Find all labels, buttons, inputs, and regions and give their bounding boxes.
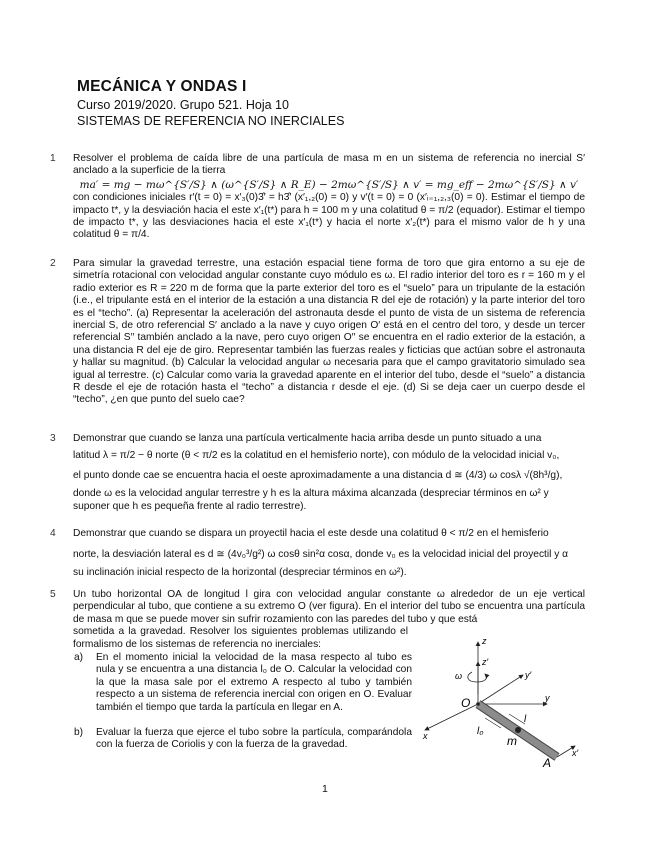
problem-line: su inclinación inicial respecto de la horizontal (despreciar términos en ω²). xyxy=(73,567,407,578)
part-label: a) xyxy=(74,652,84,663)
problem-text: con condiciones iniciales r′(t = 0) = x′₃(0)3̂′ = h3̂′ (x′₁,₂(0) = 0) y v′(t = 0) = 0 (x′ᵢ₌₁,₂,₃(0) = 0). Estimar el tiempo de impacto t*, y la desviación hacia el este x′₁(t*) para h = 100 m y una colatitud θ = π/2 (equador). Estimar el tiempo de impacto t*, y las desviaciones hacia el este x′₁(t*) y hacia el norte x′₂(t*) para el mismo valor de h y una colatitud θ = π/4. xyxy=(73,192,585,241)
problem-1 xyxy=(50,153,585,242)
problem-number: 5 xyxy=(50,589,56,600)
part-label: b) xyxy=(74,727,84,738)
part-text: Evaluar la fuerza que ejerce el tubo sobre la partícula, comparándola con la fuerza de Coriolis y con la fuerza de la gravedad. xyxy=(96,727,412,751)
y-prime-label: y′ xyxy=(525,670,532,680)
equation: ma′ = mg − mω^{S′/S} ∧ (ω^{S′/S} ∧ R_E) − 2mω^{S′/S} ∧ v′ = mg_eff − 2mω^{S′/S} ∧ v′ xyxy=(79,178,579,191)
y-prime-axis xyxy=(478,675,523,704)
problem-text: Para simular la gravedad terrestre, una estación espacial tiene forma de toro que gira entorno a su eje de simetría rotacional con velocidad angular constante cuyo módulo es ω. El radio interior del toro es r = 160 m y el radio exterior es R = 220 m de forma que la parte exterior del toro es el “suelo” para un tripulante de la estación (i.e., el tripulante está en el interior de la estación a una distancia R del eje de rotación) y la parte interior del toro es el “techo”. (a) Representar la aceleración del astronauta desde el punto de vista de un sistema de referencia inercial S, de otro referencial S′ anclado a la nave y cuyo origen O′ está en el centro del toro, y desde un tercer referencial S′′ también anclado a la nave, pero cuyo origen O′′ se encuentra en el radio exterior de la estación, a una distancia R del eje de giro. Representar también las fuerzas reales y ficticias que actúan sobre el astronauta y hallar su magnitud. (b) Calcular la velocidad angular ω necesaria para que el campo gravitatorio simulado sea igual al terrestre. (c) Calcular como varia la gravedad aparente en el interior del tubo, desde el “suelo” a distancia R desde el eje de rotación hasta el “techo” a distancia r desde el eje. (d) Si se deja caer un cuerpo desde el “techo”, ¿en que punto del suelo cae? xyxy=(73,258,585,406)
problem-text: Un tubo horizontal OA de longitud l gira con velocidad angular constante ω alrededor de un eje vertical perpendicular al tubo, que contiene a su extremo O (ver figura). En el interior del tubo se encuentra una partícula de masa m que se puede mover sin sufrir rozamiento con las paredes del tubo y que está xyxy=(73,589,585,625)
omega-label: ω xyxy=(455,671,463,681)
problem-2 xyxy=(50,258,585,407)
y-label: y xyxy=(545,693,550,703)
mass-particle xyxy=(515,727,521,733)
rotating-tube-figure xyxy=(415,632,595,772)
problem-line: norte, la desviación lateral es d ≅ (4v₀³/g²) ω cosθ sin²α cosα, donde v₀ es la velocidad inicial del proyectil y α xyxy=(73,548,569,560)
problem-line: Demonstrar que cuando se dispara un proyectil hacia el este desde una colatitud θ < π/2 en el hemisferio xyxy=(73,528,549,539)
problem-3 xyxy=(50,432,585,514)
topic-line: SISTEMAS DE REFERENCIA NO INERCIALES xyxy=(77,114,345,128)
problem-number: 2 xyxy=(50,258,56,269)
omega-rotation-arrow xyxy=(468,672,487,682)
x-prime-label: x′ xyxy=(572,748,579,758)
x-label: x xyxy=(423,731,428,741)
problem-number: 1 xyxy=(50,153,56,164)
l-label: l xyxy=(524,714,527,725)
problem-5-part-a xyxy=(74,652,412,714)
problem-intro: Resolver el problema de caída libre de una partícula de masa m en un sistema de referencia no inercial S′ anclado a la superficie de la tierra xyxy=(73,153,585,177)
problem-line: latitud λ = π/2 − θ norte (θ < π/2 es la colatitud en el hemisferio norte), con módulo de la velocidad inicial v₀, xyxy=(73,449,560,461)
z-prime-label: z′ xyxy=(482,657,489,667)
end-A-label: A xyxy=(543,756,552,770)
origin-label: O xyxy=(461,696,471,710)
l0-label: l₀ xyxy=(477,726,484,737)
page-number: 1 xyxy=(322,783,328,795)
problem-line: Demonstrar que cuando se lanza una partícula verticalmente hacia arriba desde un punto situado a una xyxy=(73,433,542,444)
problem-number: 4 xyxy=(50,528,56,539)
subtitle-block xyxy=(77,97,344,129)
problem-4 xyxy=(50,527,585,580)
problem-line: donde ω es la velocidad angular terrestre y h es la altura máxima alcanzada (despreciar términos en ω² y xyxy=(73,487,549,499)
page-title: MECÁNICA Y ONDAS I xyxy=(77,78,247,95)
part-text: En el momento inicial la velocidad de la masa respecto al tubo es nula y se encuentra a una distancia l₀ de O. Calcular la velocidad con la que la masa sale por el extremo A respecto al tubo y también respecto a un sistema de referencia inercial con origen en O. Evaluar también el tiempo que tarda la partícula en llegar en A. xyxy=(96,652,412,713)
problem-line: el punto donde cae se encuentra hacia el oeste aproximadamente a una distancia d ≅ (4/3) ω cosλ √(8h³/g), xyxy=(73,470,563,481)
problem-text-narrow: sometida a la gravedad. Resolver los siguientes problemas utilizando el formalismo de los sistemas de referencia no inerciales: xyxy=(73,626,408,650)
problem-number: 3 xyxy=(50,433,56,444)
course-line: Curso 2019/2020. Grupo 521. Hoja 10 xyxy=(77,98,289,112)
origin-point xyxy=(476,702,480,706)
problem-5-part-b xyxy=(74,727,412,752)
mass-label: m xyxy=(507,734,517,748)
problem-line: suponer que h es pequeña frente al radio terrestre). xyxy=(73,501,307,512)
z-label: z xyxy=(482,636,487,646)
